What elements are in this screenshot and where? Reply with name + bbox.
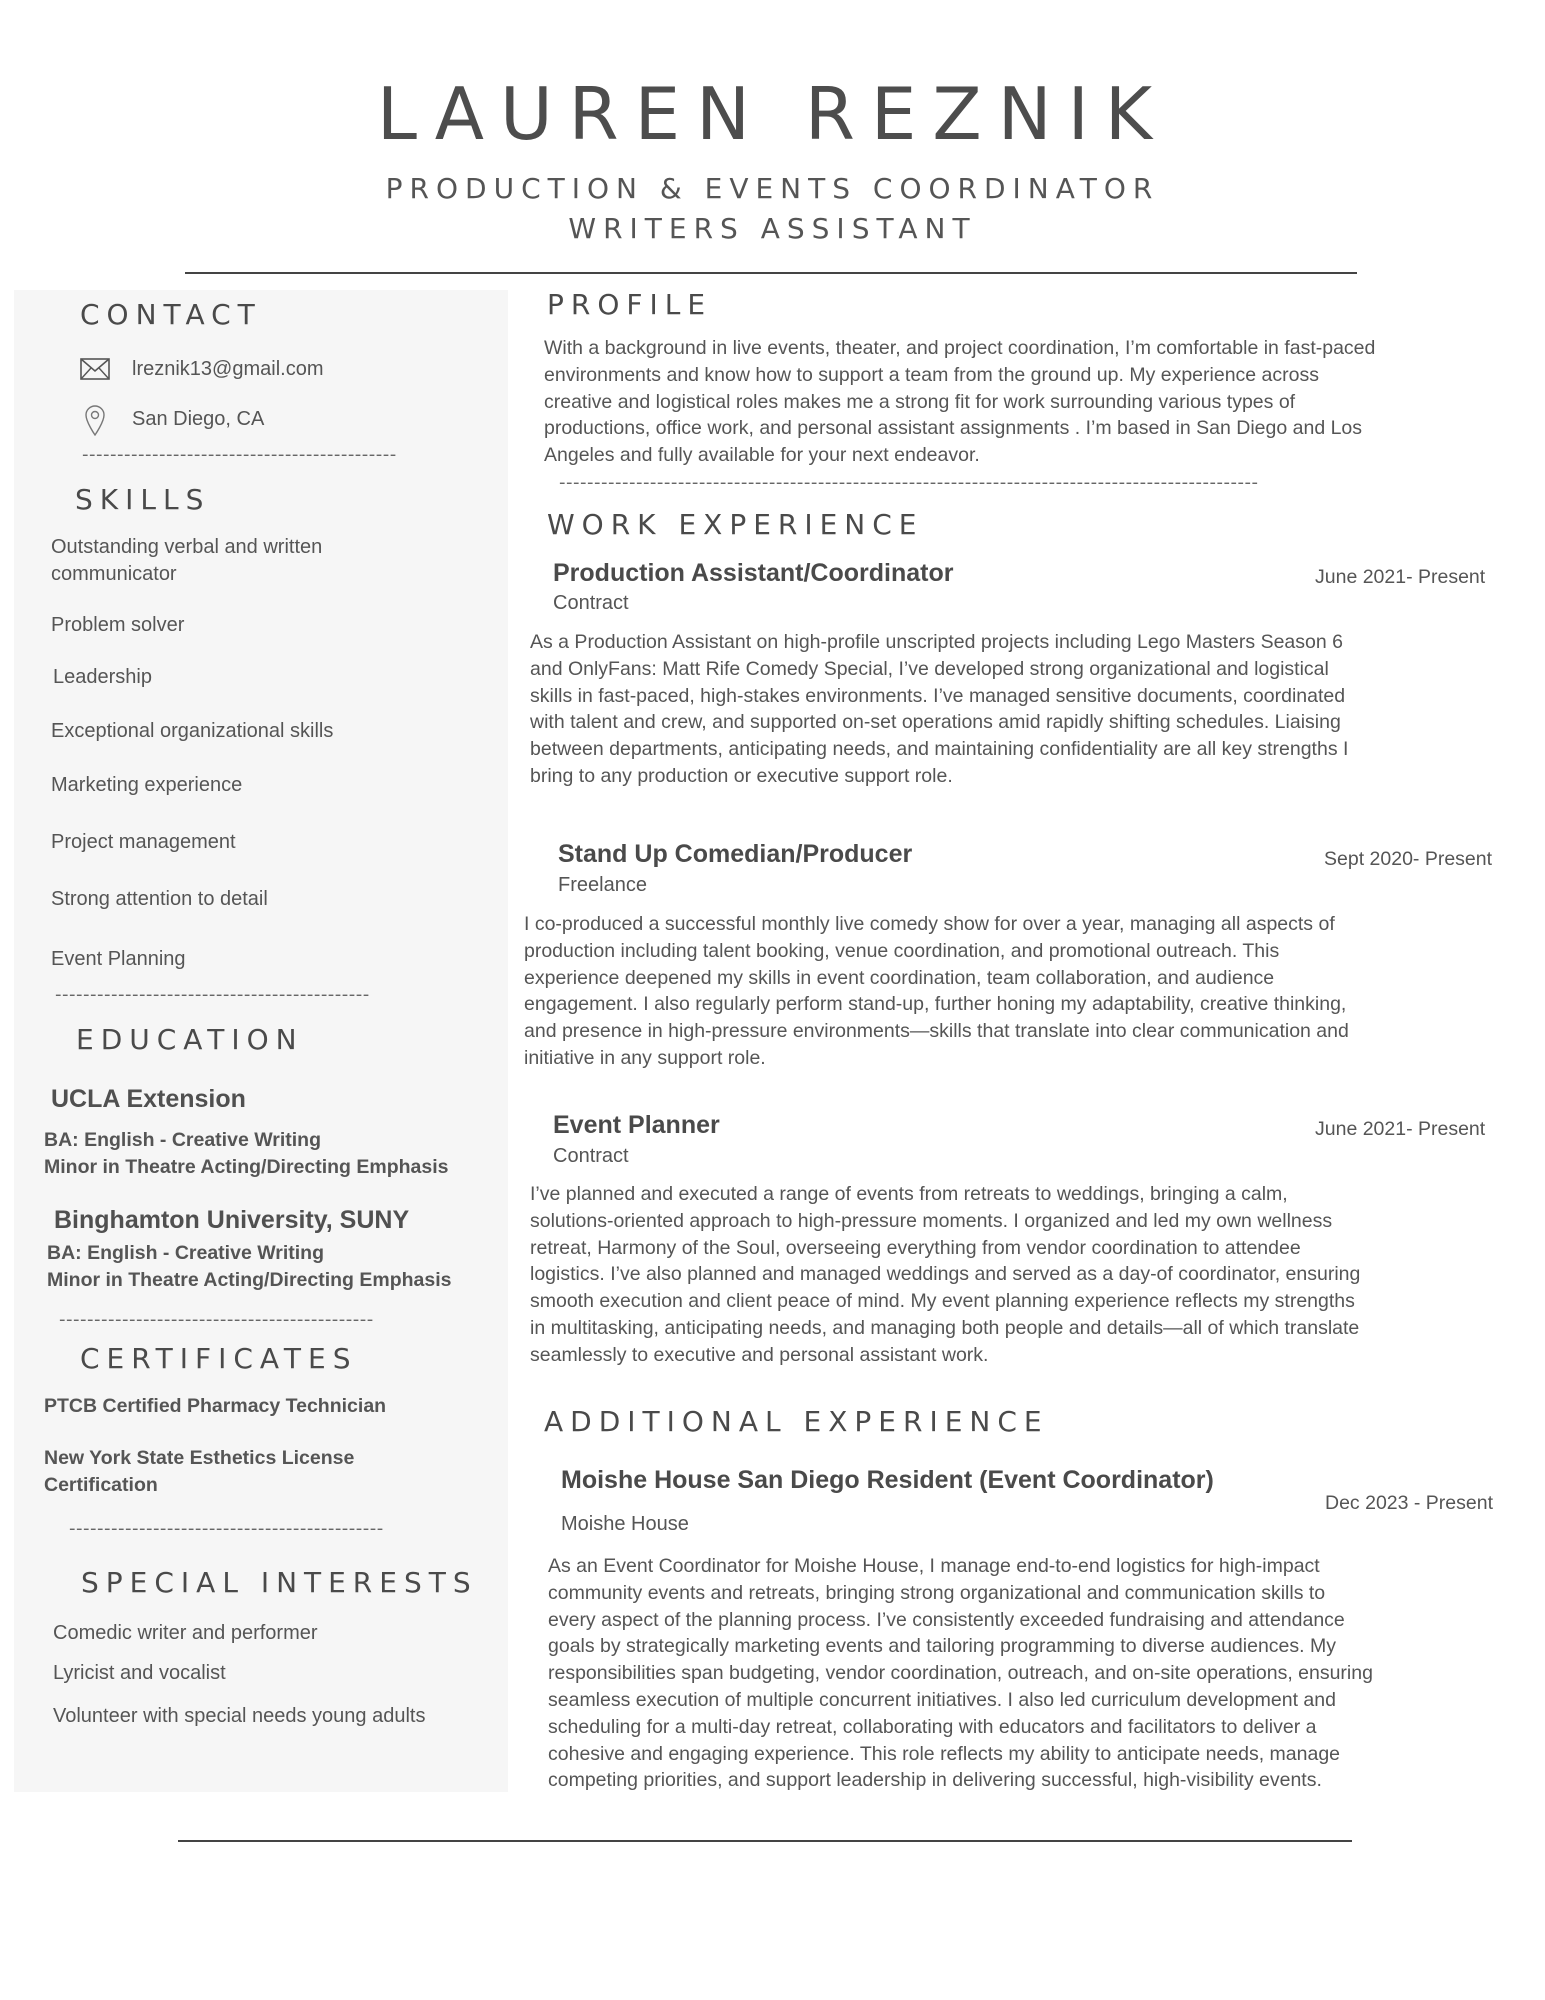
additional-heading: ADDITIONAL EXPERIENCE	[544, 1405, 1049, 1438]
job-title: Event Planner	[553, 1111, 720, 1139]
footer-divider	[178, 1840, 1352, 1842]
skill-item: Exceptional organizational skills	[51, 720, 334, 742]
school-degree: BA: English - Creative Writing	[44, 1129, 321, 1151]
job-date: Sept 2020- Present	[1324, 848, 1493, 870]
school-degree: BA: English - Creative Writing	[47, 1242, 324, 1264]
skill-item: Strong attention to detail	[51, 888, 268, 910]
school-minor: Minor in Theatre Acting/Directing Emphasis	[47, 1269, 452, 1291]
job-title-line-2: WRITERS ASSISTANT	[568, 212, 977, 245]
job-date: June 2021- Present	[1315, 1118, 1486, 1140]
skill-item: Marketing experience	[51, 774, 243, 796]
profile-heading: PROFILE	[547, 288, 713, 321]
profile-text: With a background in live events, theater, and project coordination, I’m comfortable in fast-paced environments and know how to support a team from the ground up. My experience across creative and logistical roles makes me a strong fit for work surrounding various types of productions, office work, and personal assistant assignments . I’m based in San Diego and Los Angeles and fully available for your next endeavor.	[544, 337, 1376, 467]
envelope-icon	[80, 358, 110, 380]
job-title-line-1: PRODUCTION & EVENTS COORDINATOR	[385, 172, 1160, 205]
job-title: Moishe House San Diego Resident (Event Coordinator)	[561, 1466, 1214, 1494]
job-title: Stand Up Comedian/Producer	[558, 840, 913, 868]
certificates-divider: ---------------------------------------------	[69, 1518, 384, 1539]
map-pin-icon	[84, 404, 106, 436]
job-description: As a Production Assistant on high-profile unscripted projects including Lego Masters Season 6 and OnlyFans: Matt Rife Comedy Special, I’ve developed strong organizational and logistical skills in fast-paced, high-stakes environments. I’ve managed sensitive documents, coordinated with talent and crew, and supported on-set operations amid rapidly shifting schedules. Liaising between departments, anticipating needs, and maintaining confidentiality are all key strengths I bring to any production or executive support role.	[530, 631, 1349, 787]
interest-item: Lyricist and vocalist	[53, 1662, 226, 1684]
job-type: Freelance	[558, 874, 647, 896]
profile-divider: ----------------------------------------------------------------------------------------------------	[559, 472, 1259, 493]
certificate-item: New York State Esthetics License Certification	[44, 1447, 355, 1496]
skill-item: Event Planning	[51, 948, 186, 970]
interest-item: Volunteer with special needs young adults	[53, 1705, 426, 1727]
skill-item: Leadership	[53, 666, 152, 688]
interest-item: Comedic writer and performer	[53, 1622, 318, 1644]
education-heading: EDUCATION	[76, 1023, 304, 1056]
job-title: Production Assistant/Coordinator	[553, 559, 954, 587]
contact-divider: ---------------------------------------------	[82, 444, 397, 465]
skill-item: Project management	[51, 831, 236, 853]
skills-heading: SKILLS	[75, 483, 211, 516]
school-name: Binghamton University, SUNY	[54, 1206, 410, 1234]
interests-heading: SPECIAL INTERESTS	[81, 1566, 478, 1599]
school-minor: Minor in Theatre Acting/Directing Emphasis	[44, 1156, 449, 1178]
certificate-item: PTCB Certified Pharmacy Technician	[44, 1395, 387, 1417]
skill-item: Problem solver	[51, 614, 185, 636]
job-description: As an Event Coordinator for Moishe House, I manage end-to-end logistics for high-impact community events and retreats, bringing strong organizational and communication skills to every aspect of the planning process. I’ve consistently exceeded fundraising and attendance goals by strategically marketing events and tailoring programming to diverse audiences. My responsibilities span budgeting, vendor coordination, outreach, and on-site operations, ensuring seamless execution of multiple concurrent initiatives. I also led curriculum development and scheduling for a multi-day retreat, collaborating with educators and facilitators to deliver a cohesive and engaging experience. This role reflects my ability to anticipate needs, manage competing priorities, and support leadership in delivering successful, high-visibility events.	[548, 1555, 1373, 1792]
contact-heading: CONTACT	[80, 298, 262, 331]
job-type: Contract	[553, 592, 629, 614]
candidate-name: LAUREN REZNIK	[376, 72, 1169, 156]
job-date: June 2021- Present	[1315, 566, 1486, 588]
certificates-heading: CERTIFICATES	[80, 1342, 358, 1375]
contact-email[interactable]: lreznik13@gmail.com	[132, 358, 324, 380]
header-divider	[185, 272, 1357, 274]
job-description: I co-produced a successful monthly live comedy show for over a year, managing all aspects of production including talent booking, venue coordination, and promotional outreach. This experience deepened my skills in event coordination, team collaboration, and audience engagement. I also regularly perform stand-up, further honing my adaptability, creative thinking, and presence in high-pressure environments—skills that translate into clear communication and initiative in any support role.	[524, 913, 1349, 1069]
skill-item: Outstanding verbal and written communicator	[51, 536, 323, 585]
job-description: I’ve planned and executed a range of events from retreats to weddings, bringing a calm, solutions-oriented approach to high-pressure moments. I organized and led my own wellness retreat, Harmony of the Soul, overseeing everything from vendor coordination to attendee logistics. I’ve also planned and managed weddings and served as a day-of coordinator, ensuring smooth execution and client peace of mind. My event planning experience reflects my strengths in multitasking, anticipating needs, and managing both people and details—all of which translate seamlessly to executive and personal assistant work.	[530, 1183, 1361, 1366]
education-divider: ---------------------------------------------	[59, 1309, 374, 1330]
contact-location: San Diego, CA	[132, 408, 265, 430]
skills-divider: ---------------------------------------------	[55, 984, 370, 1005]
work-heading: WORK EXPERIENCE	[547, 508, 924, 541]
job-date: Dec 2023 - Present	[1325, 1492, 1494, 1514]
school-name: UCLA Extension	[51, 1085, 246, 1113]
job-type: Contract	[553, 1145, 629, 1167]
job-org: Moishe House	[561, 1513, 689, 1535]
